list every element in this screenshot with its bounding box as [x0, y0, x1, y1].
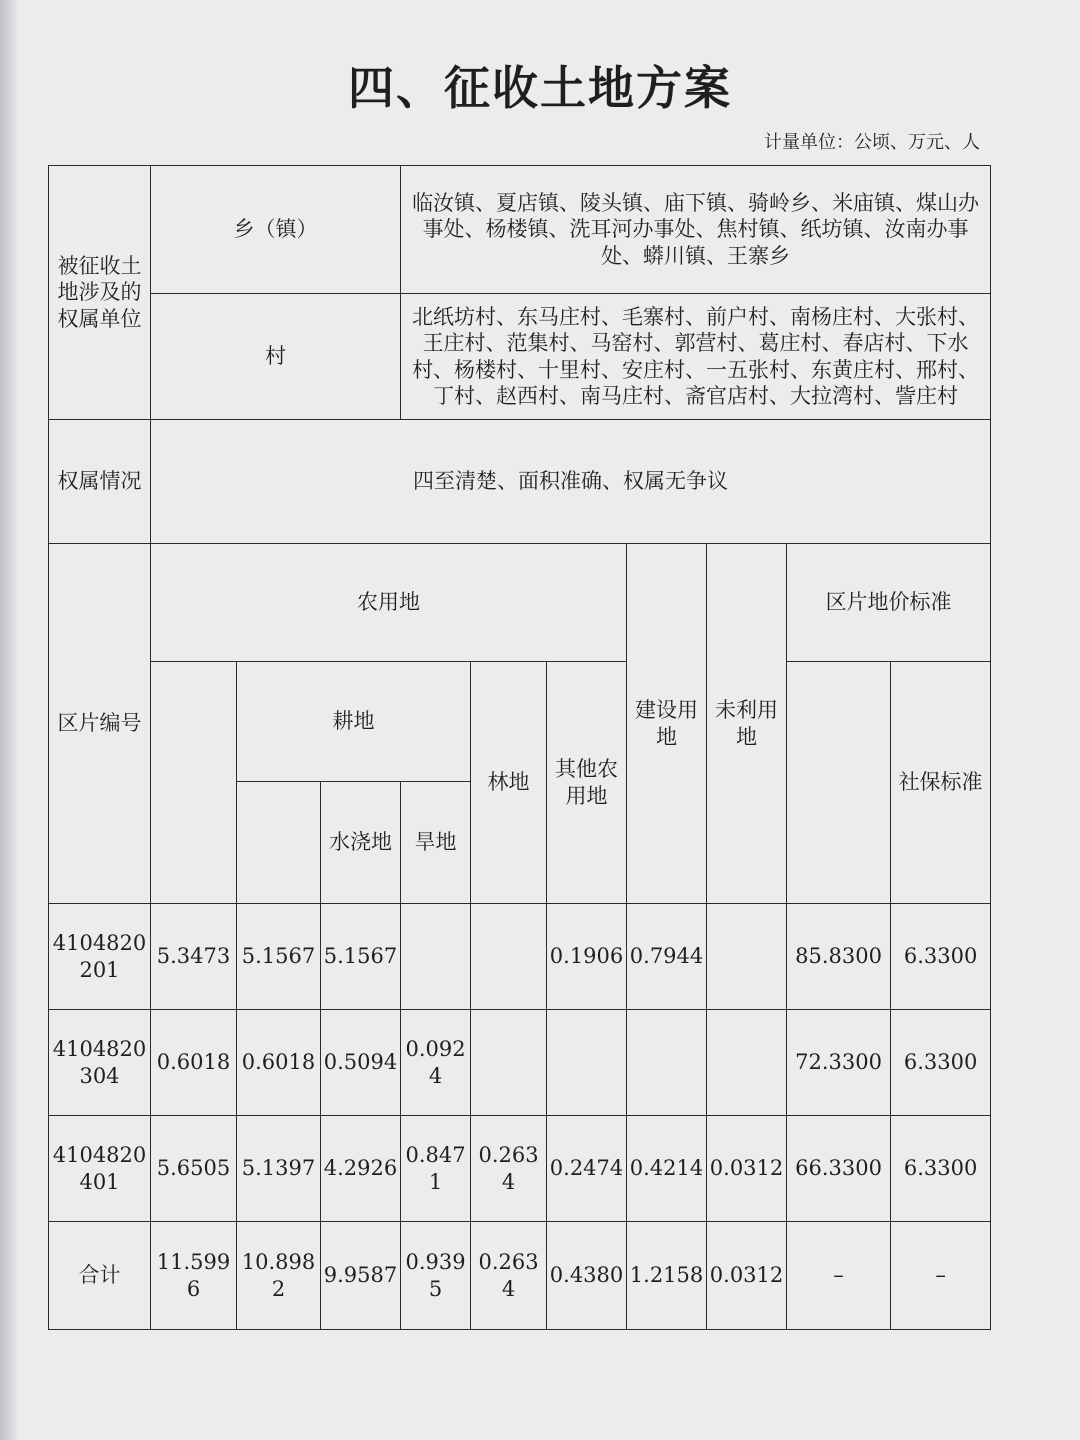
unused-cell: [707, 904, 787, 1010]
price-cell: 66.3300: [787, 1116, 891, 1222]
ownership-status-value: 四至清楚、面积准确、权属无争议: [151, 420, 991, 544]
header-forest: 林地: [471, 662, 547, 904]
header-cultivated: 耕地: [237, 662, 471, 782]
ownership-status-label: 权属情况: [49, 420, 151, 544]
header-price-blank: [787, 662, 891, 904]
table-row: [49, 1116, 991, 1222]
forest-cell: [471, 904, 547, 1010]
total-cell: 0.6018: [151, 1010, 237, 1116]
header-price-std: 区片地价标准: [787, 544, 991, 662]
irrigated-cell: 9.9587: [321, 1222, 401, 1330]
dry-cell: 0.8471: [401, 1116, 471, 1222]
header-cultivated-subtotal-blank: [237, 782, 321, 904]
zone-code-cell: 4104820401: [49, 1116, 151, 1222]
header-zone-code: 区片编号: [49, 544, 151, 904]
construction-cell: [627, 1010, 707, 1116]
header-agri-subtotal-blank: [151, 662, 237, 904]
forest-cell: 0.2634: [471, 1222, 547, 1330]
unit-note: 计量单位：公顷、万元、人: [764, 132, 980, 153]
social-cell: 6.3300: [891, 1116, 991, 1222]
ownership-group-label: 被征收土地涉及的权属单位: [49, 166, 151, 420]
forest-cell: 0.2634: [471, 1116, 547, 1222]
price-cell: 85.8300: [787, 904, 891, 1010]
header-dry: 旱地: [401, 782, 471, 904]
header-unused: 未利用地: [707, 544, 787, 904]
irrigated-cell: 4.2926: [321, 1116, 401, 1222]
social-cell: –: [891, 1222, 991, 1330]
village-label: 村: [151, 294, 401, 420]
page-title: 四、征收土地方案: [348, 61, 732, 115]
cultivated-cell: 0.6018: [237, 1010, 321, 1116]
zone-code-cell: 4104820201: [49, 904, 151, 1010]
irrigated-cell: 0.5094: [321, 1010, 401, 1116]
zone-code-cell: 4104820304: [49, 1010, 151, 1116]
table-row: [49, 904, 991, 1010]
irrigated-cell: 5.1567: [321, 904, 401, 1010]
price-cell: 72.3300: [787, 1010, 891, 1116]
construction-cell: 0.7944: [627, 904, 707, 1010]
header-irrigated: 水浇地: [321, 782, 401, 904]
other-agri-cell: [547, 1010, 627, 1116]
other-agri-cell: 0.2474: [547, 1116, 627, 1222]
table-row: [49, 1010, 991, 1116]
land-acquisition-table: [48, 165, 991, 1330]
total-row: [49, 1222, 991, 1330]
dry-cell: [401, 904, 471, 1010]
dry-cell: 0.9395: [401, 1222, 471, 1330]
social-cell: 6.3300: [891, 904, 991, 1010]
social-cell: 6.3300: [891, 1010, 991, 1116]
cultivated-cell: 10.8982: [237, 1222, 321, 1330]
unused-cell: [707, 1010, 787, 1116]
dry-cell: 0.0924: [401, 1010, 471, 1116]
header-construction: 建设用地: [627, 544, 707, 904]
construction-cell: 1.2158: [627, 1222, 707, 1330]
forest-cell: [471, 1010, 547, 1116]
other-agri-cell: 0.1906: [547, 904, 627, 1010]
town-label: 乡（镇）: [151, 166, 401, 294]
total-cell: 5.3473: [151, 904, 237, 1010]
header-other-agri: 其他农用地: [547, 662, 627, 904]
unused-cell: 0.0312: [707, 1222, 787, 1330]
construction-cell: 0.4214: [627, 1116, 707, 1222]
village-list: 北纸坊村、东马庄村、毛寨村、前户村、南杨庄村、大张村、王庄村、范集村、马窑村、郭营村、葛庄村、春店村、下水村、杨楼村、十里村、安庄村、一五张村、东黄庄村、邢村、丁村、赵西村、南马庄村、斋官店村、大拉湾村、訾庄村: [401, 294, 991, 420]
total-cell: 5.6505: [151, 1116, 237, 1222]
unused-cell: 0.0312: [707, 1116, 787, 1222]
other-agri-cell: 0.4380: [547, 1222, 627, 1330]
total-label-cell: 合计: [49, 1222, 151, 1330]
header-social-std: 社保标准: [891, 662, 991, 904]
cultivated-cell: 5.1397: [237, 1116, 321, 1222]
page-edge: [0, 0, 18, 1440]
total-cell: 11.5996: [151, 1222, 237, 1330]
cultivated-cell: 5.1567: [237, 904, 321, 1010]
header-agricultural: 农用地: [151, 544, 627, 662]
town-list: 临汝镇、夏店镇、陵头镇、庙下镇、骑岭乡、米庙镇、煤山办事处、杨楼镇、洗耳河办事处、焦村镇、纸坊镇、汝南办事处、蟒川镇、王寨乡: [401, 166, 991, 294]
price-cell: –: [787, 1222, 891, 1330]
